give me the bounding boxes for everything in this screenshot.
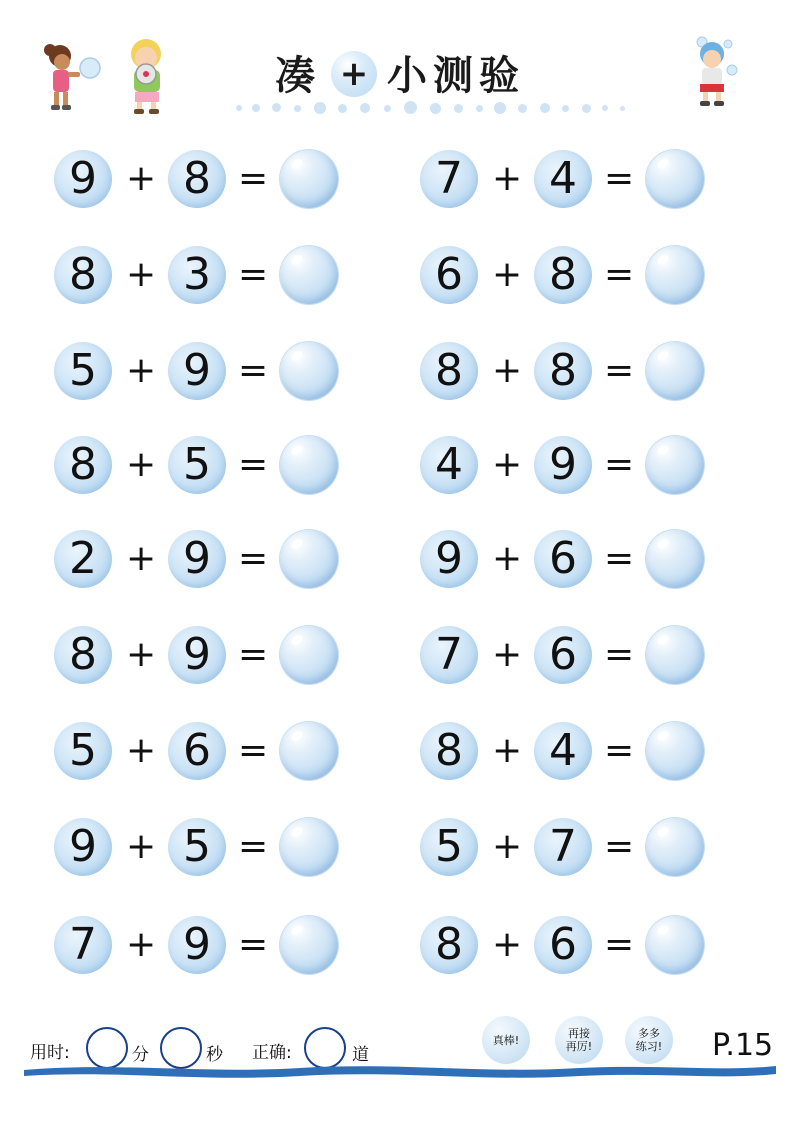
problem-row [420,818,750,878]
addend-a: 5 [69,345,97,396]
plus-sign: + [126,634,157,675]
answer-bubble[interactable] [280,722,338,780]
plus-sign: + [492,350,523,391]
addend-b: 6 [549,919,577,970]
addend-a: 9 [435,533,463,584]
answer-bubble[interactable] [280,246,338,304]
time-label: 用时: [30,1043,70,1063]
plus-sign: + [126,826,157,867]
addend-a-bubble [54,342,112,400]
addend-a-bubble [54,150,112,208]
addend-b: 9 [183,533,211,584]
plus-sign: + [492,158,523,199]
badge-practice-line2: 练习! [635,1040,663,1053]
plus-sign: + [126,350,157,391]
correct-label: 正确: [252,1043,292,1063]
addend-b-bubble [168,818,226,876]
problem-row [420,530,750,590]
problem-row [420,342,750,402]
addend-b-bubble [534,626,592,684]
equals-sign: = [238,158,269,199]
addend-b-bubble [534,916,592,974]
badge-practice-line1: 多多 [638,1027,660,1040]
addend-b-bubble [168,150,226,208]
answer-bubble[interactable] [280,342,338,400]
addend-a-bubble [54,246,112,304]
addend-a: 4 [435,439,463,490]
plus-sign: + [126,924,157,965]
addend-b-bubble [168,246,226,304]
addend-a: 9 [69,153,97,204]
addend-b-bubble [534,342,592,400]
answer-bubble[interactable] [646,722,704,780]
title-plus: + [339,54,369,94]
problem-row [54,150,384,210]
equals-sign: = [604,538,635,579]
addend-a-bubble [54,818,112,876]
seconds-label: 秒 [206,1045,223,1065]
addend-b: 6 [549,533,577,584]
equals-sign: = [238,538,269,579]
addend-a-bubble [420,342,478,400]
plus-sign: + [492,538,523,579]
answer-bubble[interactable] [646,818,704,876]
plus-sign: + [492,924,523,965]
equals-sign: = [604,826,635,867]
plus-sign: + [126,538,157,579]
answer-bubble[interactable] [280,626,338,684]
addend-b-bubble [534,722,592,780]
equals-sign: = [238,826,269,867]
addend-a-bubble [420,722,478,780]
equals-sign: = [604,254,635,295]
addend-b: 8 [183,153,211,204]
equals-sign: = [238,730,269,771]
plus-sign: + [492,730,523,771]
answer-bubble[interactable] [646,530,704,588]
addend-b: 6 [183,725,211,776]
plus-sign: + [126,444,157,485]
addend-a: 7 [435,629,463,680]
addend-b: 6 [549,629,577,680]
worksheet-header [0,0,800,130]
addend-a: 8 [69,439,97,490]
addend-b: 3 [183,249,211,300]
problem-row [420,246,750,306]
addend-b: 5 [183,439,211,490]
answer-bubble[interactable] [646,342,704,400]
addend-b-bubble [534,246,592,304]
decorative-dots [236,100,626,116]
answer-bubble[interactable] [280,150,338,208]
addend-a: 8 [435,725,463,776]
addend-a: 9 [69,821,97,872]
problem-row [54,246,384,306]
addend-b-bubble [168,530,226,588]
problem-row [54,722,384,782]
addend-a: 8 [69,629,97,680]
questions-label: 道 [352,1045,369,1065]
addend-b: 5 [183,821,211,872]
plus-sign: + [492,634,523,675]
title-right: 小测验 [387,53,525,99]
problem-row [420,150,750,210]
title-left: 凑 [275,53,321,99]
addend-a: 7 [435,153,463,204]
badge-keep-going-line2: 再厉! [565,1040,593,1053]
addend-a: 2 [69,533,97,584]
answer-bubble[interactable] [646,150,704,208]
addend-b-bubble [534,436,592,494]
addend-a-bubble [420,530,478,588]
answer-bubble[interactable] [280,530,338,588]
equals-sign: = [604,924,635,965]
addend-a-bubble [54,436,112,494]
answer-bubble[interactable] [280,436,338,494]
problem-row [54,818,384,878]
addend-b-bubble [168,342,226,400]
answer-bubble[interactable] [280,818,338,876]
problem-row [54,916,384,976]
plus-sign: + [126,254,157,295]
problem-row [420,916,750,976]
equals-sign: = [604,444,635,485]
problem-row [420,436,750,496]
equals-sign: = [238,634,269,675]
addend-a-bubble [420,436,478,494]
addend-a: 5 [435,821,463,872]
answer-bubble[interactable] [646,246,704,304]
addend-b: 9 [183,629,211,680]
badge-great-text: 真棒! [492,1033,520,1047]
addend-b-bubble [168,916,226,974]
addend-b: 9 [183,919,211,970]
footer [0,1010,800,1132]
addend-b: 7 [549,821,577,872]
plus-sign: + [126,730,157,771]
addend-b: 9 [549,439,577,490]
problem-row [54,342,384,402]
addend-b-bubble [534,530,592,588]
answer-bubble[interactable] [280,916,338,974]
equals-sign: = [238,350,269,391]
addend-a-bubble [420,626,478,684]
addend-a: 5 [69,725,97,776]
plus-sign: + [492,254,523,295]
addend-a-bubble [420,150,478,208]
addend-b: 9 [183,345,211,396]
equals-sign: = [238,924,269,965]
addend-b: 8 [549,345,577,396]
addend-b: 8 [549,249,577,300]
addend-a-bubble [420,246,478,304]
problem-row [420,626,750,686]
title-plus-bubble [331,51,377,97]
boy-with-bubbles-icon [688,34,740,110]
plus-sign: + [126,158,157,199]
footer-wave [0,1054,800,1084]
equals-sign: = [604,350,635,391]
answer-bubble[interactable] [646,916,704,974]
addend-b-bubble [168,722,226,780]
addend-a: 8 [435,919,463,970]
addend-b: 4 [549,153,577,204]
equals-sign: = [604,158,635,199]
addend-a-bubble [54,626,112,684]
addend-b-bubble [534,150,592,208]
answer-bubble[interactable] [646,626,704,684]
minutes-label: 分 [132,1045,149,1065]
equals-sign: = [238,444,269,485]
answer-bubble[interactable] [646,436,704,494]
plus-sign: + [492,444,523,485]
addend-a: 6 [435,249,463,300]
addend-a-bubble [420,818,478,876]
addend-a: 8 [69,249,97,300]
addend-a: 7 [69,919,97,970]
page-title [0,44,800,101]
plus-sign: + [492,826,523,867]
addend-b-bubble [168,626,226,684]
addend-b-bubble [168,436,226,494]
equals-sign: = [238,254,269,295]
badge-keep-going-line1: 再接 [568,1027,590,1040]
problem-row [420,722,750,782]
problem-row [54,436,384,496]
equals-sign: = [604,634,635,675]
addend-a: 8 [435,345,463,396]
problem-row [54,530,384,590]
addend-a-bubble [54,916,112,974]
addend-a-bubble [420,916,478,974]
addend-b-bubble [534,818,592,876]
addend-a-bubble [54,530,112,588]
problem-row [54,626,384,686]
equals-sign: = [604,730,635,771]
page-number: P.15 [712,1028,774,1063]
addend-a-bubble [54,722,112,780]
addend-b: 4 [549,725,577,776]
